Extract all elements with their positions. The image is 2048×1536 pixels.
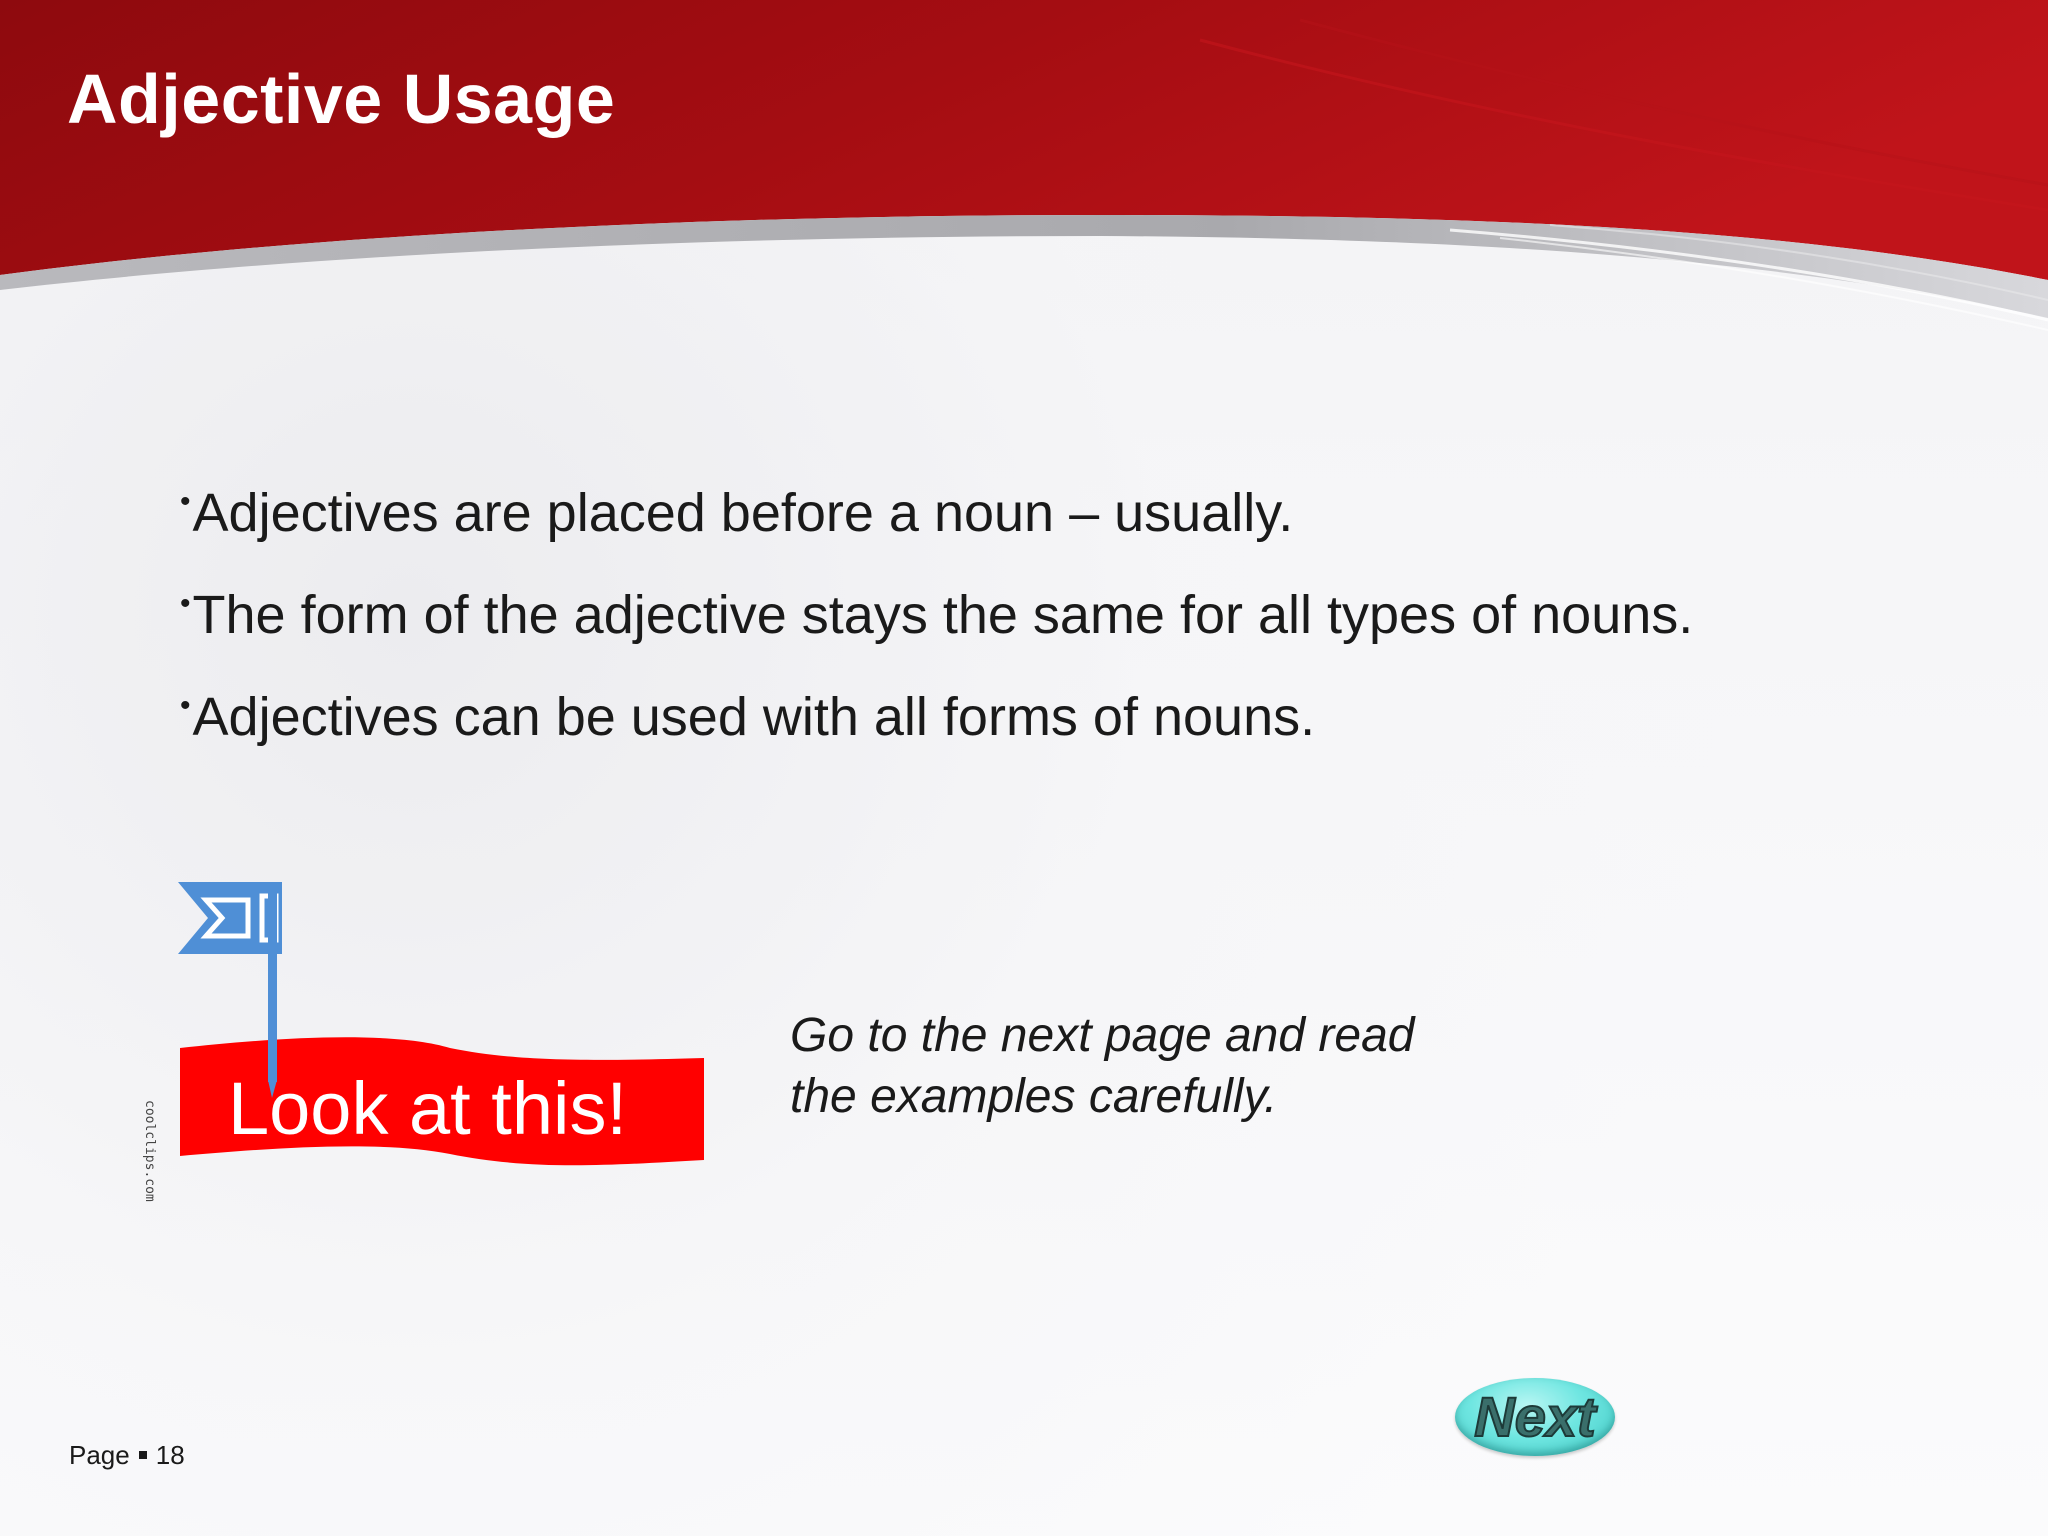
bullet-item: [180, 687, 2000, 792]
bullet-text: Adjectives are placed before a noun – usually.: [192, 483, 1294, 543]
bullet-dot: •: [180, 587, 191, 620]
note-line: the examples carefully.: [790, 1070, 1278, 1123]
slide-title: Adjective Usage: [67, 60, 616, 138]
bullet-dot: •: [180, 485, 191, 518]
header-swoosh-band: [0, 0, 2048, 340]
page-number: 18: [155, 1440, 185, 1470]
bullet-list: [180, 483, 2000, 792]
note-line: Go to the next page and read: [790, 1009, 1415, 1062]
next-button-label: Next: [1474, 1385, 1596, 1448]
callout-text: Look at this!: [228, 1067, 628, 1150]
clipart-watermark: coolclips.com: [142, 1100, 157, 1202]
next-button[interactable]: [1455, 1378, 1615, 1456]
page-label: Page: [69, 1440, 130, 1470]
bullet-text: Adjectives can be used with all forms of nouns.: [192, 687, 1316, 747]
page-separator-icon: [139, 1451, 147, 1459]
bullet-text: The form of the adjective stays the same for all types of nouns.: [192, 585, 1694, 645]
bullet-dot: •: [180, 689, 191, 722]
bullet-item: [180, 585, 2000, 690]
instruction-note: [790, 1005, 1550, 1127]
page-footer: [69, 1440, 185, 1471]
bullet-item: [180, 483, 2000, 588]
